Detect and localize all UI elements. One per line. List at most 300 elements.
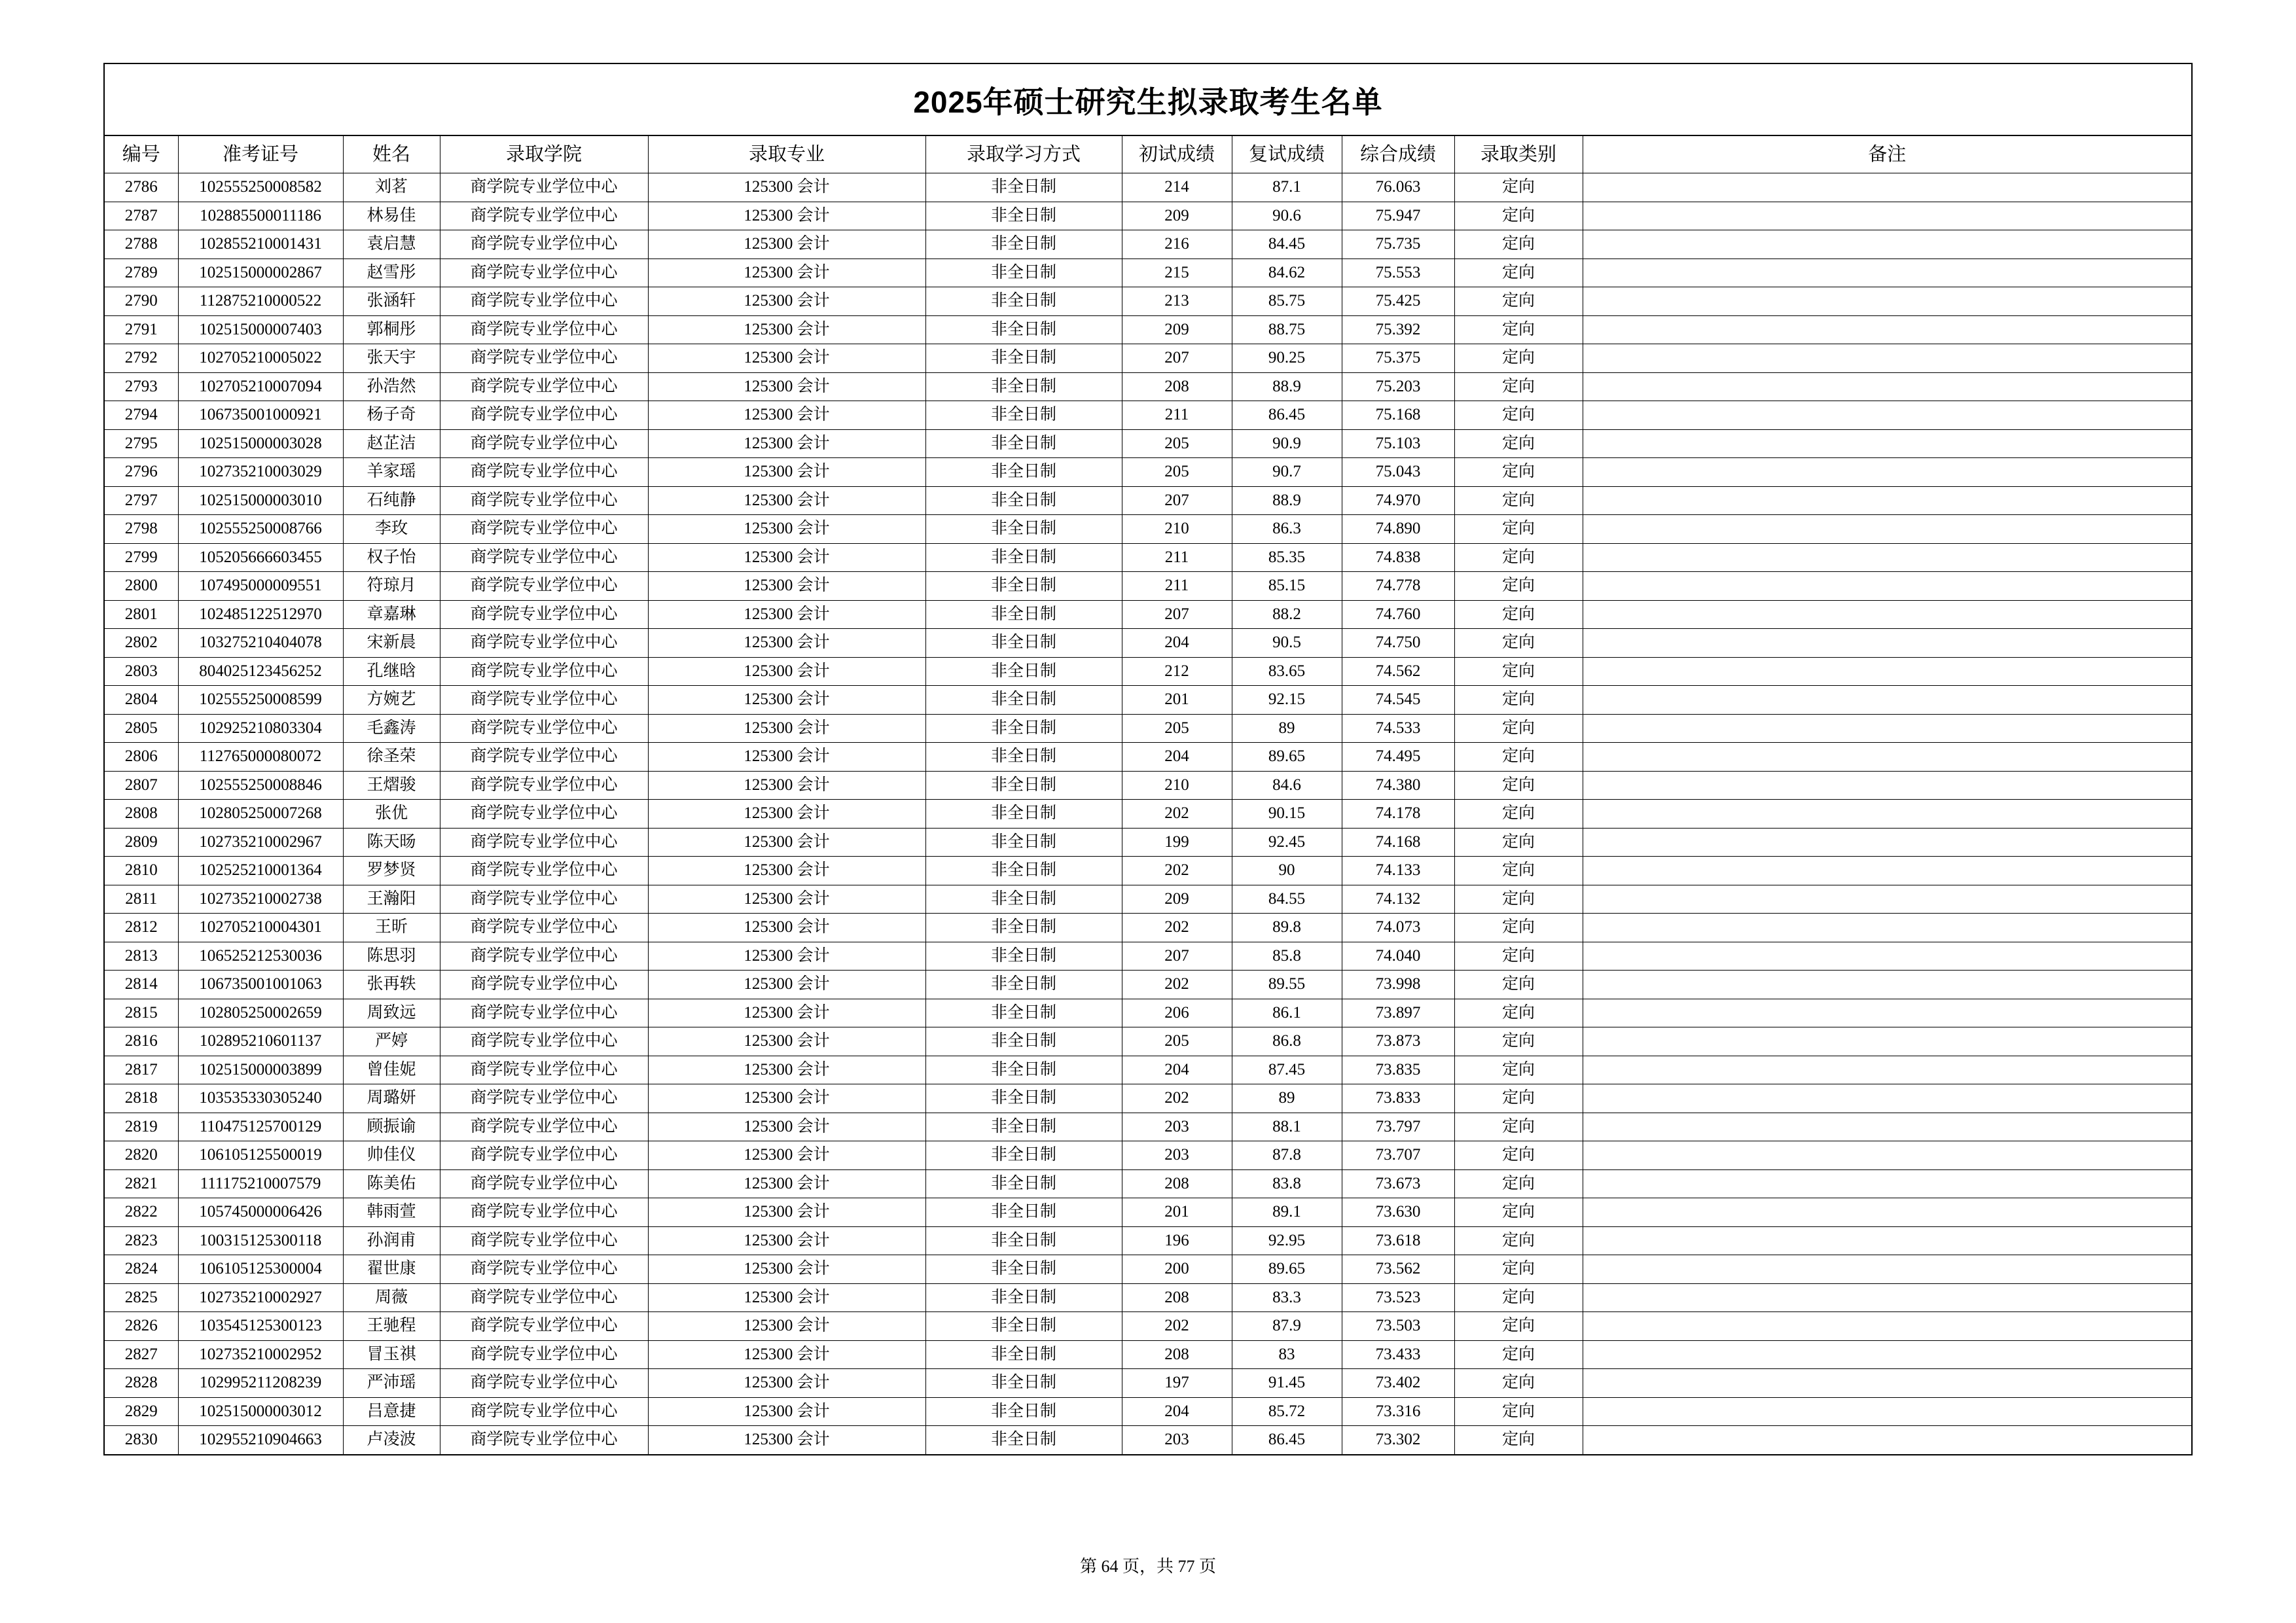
cell-admission-category: 定向 [1454,287,1583,316]
cell-no: 2823 [105,1226,178,1255]
cell-admission-category: 定向 [1454,771,1583,800]
cell-major: 125300 会计 [648,686,925,715]
cell-second-exam-score: 86.45 [1232,401,1342,430]
cell-ticket-number: 102515000003028 [178,429,343,458]
table-header [105,136,2191,173]
cell-first-exam-score: 204 [1122,1056,1232,1084]
cell-ticket-number: 102735210002952 [178,1340,343,1369]
table-row [105,771,2191,800]
cell-study-mode: 非全日制 [925,714,1122,743]
cell-first-exam-score: 205 [1122,1027,1232,1056]
cell-study-mode: 非全日制 [925,999,1122,1027]
cell-ticket-number: 102895210601137 [178,1027,343,1056]
cell-major: 125300 会计 [648,1027,925,1056]
cell-first-exam-score: 209 [1122,315,1232,344]
cell-remark [1583,458,2191,487]
cell-admission-category: 定向 [1454,942,1583,971]
table-row [105,1426,2191,1454]
cell-college: 商学院专业学位中心 [440,828,648,857]
cell-first-exam-score: 207 [1122,942,1232,971]
cell-ticket-number: 102955210904663 [178,1426,343,1454]
table-row [105,515,2191,544]
cell-total-score: 73.833 [1342,1084,1454,1113]
cell-major: 125300 会计 [648,458,925,487]
table-row [105,885,2191,914]
cell-major: 125300 会计 [648,1113,925,1141]
cell-ticket-number: 102995211208239 [178,1369,343,1398]
cell-major: 125300 会计 [648,828,925,857]
cell-ticket-number: 103545125300123 [178,1312,343,1341]
cell-ticket-number: 102515000003899 [178,1056,343,1084]
cell-study-mode: 非全日制 [925,344,1122,373]
cell-remark [1583,1169,2191,1198]
cell-college: 商学院专业学位中心 [440,572,648,601]
table-row [105,971,2191,999]
cell-first-exam-score: 199 [1122,828,1232,857]
cell-name: 严婷 [343,1027,440,1056]
cell-total-score: 74.890 [1342,515,1454,544]
cell-remark [1583,230,2191,259]
cell-no: 2822 [105,1198,178,1227]
cell-admission-category: 定向 [1454,885,1583,914]
table-row [105,800,2191,829]
cell-total-score: 75.735 [1342,230,1454,259]
cell-major: 125300 会计 [648,259,925,287]
cell-college: 商学院专业学位中心 [440,372,648,401]
cell-study-mode: 非全日制 [925,914,1122,942]
cell-first-exam-score: 208 [1122,1283,1232,1312]
cell-first-exam-score: 209 [1122,885,1232,914]
cell-name: 张优 [343,800,440,829]
cell-study-mode: 非全日制 [925,230,1122,259]
cell-ticket-number: 102485122512970 [178,600,343,629]
cell-major: 125300 会计 [648,572,925,601]
cell-no: 2816 [105,1027,178,1056]
cell-study-mode: 非全日制 [925,1255,1122,1284]
cell-name: 王熠骏 [343,771,440,800]
cell-no: 2793 [105,372,178,401]
cell-ticket-number: 102735210002967 [178,828,343,857]
cell-admission-category: 定向 [1454,486,1583,515]
cell-remark [1583,971,2191,999]
cell-first-exam-score: 197 [1122,1369,1232,1398]
column-header-study-mode: 录取学习方式 [925,136,1122,173]
cell-major: 125300 会计 [648,629,925,658]
cell-no: 2828 [105,1369,178,1398]
cell-first-exam-score: 204 [1122,743,1232,772]
cell-no: 2794 [105,401,178,430]
cell-second-exam-score: 89 [1232,714,1342,743]
cell-name: 张再轶 [343,971,440,999]
cell-study-mode: 非全日制 [925,259,1122,287]
cell-admission-category: 定向 [1454,515,1583,544]
cell-study-mode: 非全日制 [925,1426,1122,1454]
cell-name: 毛鑫涛 [343,714,440,743]
admitted-candidates-table [105,136,2191,1454]
cell-ticket-number: 106105125500019 [178,1141,343,1170]
cell-ticket-number: 102555250008846 [178,771,343,800]
cell-name: 赵雪彤 [343,259,440,287]
cell-study-mode: 非全日制 [925,287,1122,316]
table-row [105,486,2191,515]
cell-no: 2798 [105,515,178,544]
cell-no: 2800 [105,572,178,601]
cell-major: 125300 会计 [648,999,925,1027]
cell-remark [1583,857,2191,885]
table-row [105,259,2191,287]
cell-first-exam-score: 202 [1122,971,1232,999]
column-header-major: 录取专业 [648,136,925,173]
table-row [105,1369,2191,1398]
cell-second-exam-score: 90.6 [1232,202,1342,230]
cell-major: 125300 会计 [648,1426,925,1454]
cell-first-exam-score: 203 [1122,1113,1232,1141]
cell-name: 孔继晗 [343,657,440,686]
cell-no: 2829 [105,1397,178,1426]
cell-study-mode: 非全日制 [925,1312,1122,1341]
cell-first-exam-score: 202 [1122,1312,1232,1341]
cell-college: 商学院专业学位中心 [440,1255,648,1284]
cell-study-mode: 非全日制 [925,1340,1122,1369]
cell-total-score: 73.316 [1342,1397,1454,1426]
cell-college: 商学院专业学位中心 [440,942,648,971]
cell-first-exam-score: 208 [1122,1340,1232,1369]
cell-total-score: 74.562 [1342,657,1454,686]
cell-second-exam-score: 86.45 [1232,1426,1342,1454]
cell-ticket-number: 102515000007403 [178,315,343,344]
cell-no: 2813 [105,942,178,971]
cell-name: 张天宇 [343,344,440,373]
cell-total-score: 75.203 [1342,372,1454,401]
cell-admission-category: 定向 [1454,202,1583,230]
cell-no: 2804 [105,686,178,715]
cell-second-exam-score: 89.65 [1232,1255,1342,1284]
cell-name: 徐圣荣 [343,743,440,772]
table-row [105,429,2191,458]
cell-college: 商学院专业学位中心 [440,1027,648,1056]
cell-major: 125300 会计 [648,1169,925,1198]
cell-college: 商学院专业学位中心 [440,1084,648,1113]
cell-ticket-number: 112765000080072 [178,743,343,772]
cell-ticket-number: 102705210005022 [178,344,343,373]
cell-name: 陈美佑 [343,1169,440,1198]
cell-first-exam-score: 207 [1122,344,1232,373]
table-row [105,1312,2191,1341]
cell-no: 2801 [105,600,178,629]
cell-college: 商学院专业学位中心 [440,999,648,1027]
cell-remark [1583,1056,2191,1084]
cell-remark [1583,202,2191,230]
cell-major: 125300 会计 [648,914,925,942]
cell-major: 125300 会计 [648,743,925,772]
cell-second-exam-score: 85.75 [1232,287,1342,316]
cell-major: 125300 会计 [648,543,925,572]
cell-name: 杨子奇 [343,401,440,430]
cell-total-score: 73.673 [1342,1169,1454,1198]
table-row [105,315,2191,344]
cell-second-exam-score: 85.8 [1232,942,1342,971]
cell-ticket-number: 102525210001364 [178,857,343,885]
cell-total-score: 75.043 [1342,458,1454,487]
cell-second-exam-score: 87.45 [1232,1056,1342,1084]
cell-remark [1583,1283,2191,1312]
cell-college: 商学院专业学位中心 [440,1340,648,1369]
cell-study-mode: 非全日制 [925,1226,1122,1255]
cell-second-exam-score: 92.95 [1232,1226,1342,1255]
cell-name: 符琼月 [343,572,440,601]
cell-total-score: 73.630 [1342,1198,1454,1227]
cell-ticket-number: 110475125700129 [178,1113,343,1141]
cell-name: 林易佳 [343,202,440,230]
cell-second-exam-score: 85.35 [1232,543,1342,572]
cell-study-mode: 非全日制 [925,1369,1122,1398]
cell-second-exam-score: 88.9 [1232,372,1342,401]
cell-major: 125300 会计 [648,287,925,316]
cell-study-mode: 非全日制 [925,1141,1122,1170]
cell-admission-category: 定向 [1454,857,1583,885]
cell-admission-category: 定向 [1454,1340,1583,1369]
table-row [105,828,2191,857]
cell-college: 商学院专业学位中心 [440,173,648,202]
cell-study-mode: 非全日制 [925,1113,1122,1141]
table-row [105,714,2191,743]
table-row [105,1027,2191,1056]
cell-ticket-number: 106735001000921 [178,401,343,430]
cell-admission-category: 定向 [1454,800,1583,829]
cell-total-score: 74.760 [1342,600,1454,629]
cell-first-exam-score: 203 [1122,1426,1232,1454]
cell-college: 商学院专业学位中心 [440,914,648,942]
cell-remark [1583,315,2191,344]
cell-second-exam-score: 83.3 [1232,1283,1342,1312]
cell-admission-category: 定向 [1454,657,1583,686]
column-header-first-exam-score: 初试成绩 [1122,136,1232,173]
table-row [105,173,2191,202]
cell-total-score: 73.797 [1342,1113,1454,1141]
table-row [105,1226,2191,1255]
cell-total-score: 74.545 [1342,686,1454,715]
cell-no: 2795 [105,429,178,458]
cell-total-score: 74.380 [1342,771,1454,800]
cell-study-mode: 非全日制 [925,771,1122,800]
cell-total-score: 73.433 [1342,1340,1454,1369]
table-row [105,572,2191,601]
table-row [105,743,2191,772]
cell-first-exam-score: 205 [1122,458,1232,487]
cell-name: 权子怡 [343,543,440,572]
cell-admission-category: 定向 [1454,458,1583,487]
cell-remark [1583,800,2191,829]
cell-ticket-number: 102925210803304 [178,714,343,743]
cell-major: 125300 会计 [648,1226,925,1255]
cell-remark [1583,686,2191,715]
cell-ticket-number: 102805250002659 [178,999,343,1027]
cell-no: 2817 [105,1056,178,1084]
cell-remark [1583,942,2191,971]
table-row [105,1397,2191,1426]
cell-ticket-number: 107495000009551 [178,572,343,601]
cell-total-score: 75.375 [1342,344,1454,373]
table-body [105,173,2191,1454]
table-row [105,344,2191,373]
cell-remark [1583,828,2191,857]
cell-no: 2788 [105,230,178,259]
cell-no: 2814 [105,971,178,999]
cell-first-exam-score: 205 [1122,429,1232,458]
cell-no: 2796 [105,458,178,487]
cell-college: 商学院专业学位中心 [440,1056,648,1084]
cell-no: 2830 [105,1426,178,1454]
cell-college: 商学院专业学位中心 [440,600,648,629]
cell-second-exam-score: 89.8 [1232,914,1342,942]
cell-remark [1583,743,2191,772]
cell-study-mode: 非全日制 [925,1027,1122,1056]
cell-second-exam-score: 92.15 [1232,686,1342,715]
cell-first-exam-score: 209 [1122,202,1232,230]
cell-ticket-number: 102555250008582 [178,173,343,202]
cell-name: 羊家瑶 [343,458,440,487]
cell-admission-category: 定向 [1454,714,1583,743]
cell-total-score: 73.998 [1342,971,1454,999]
cell-admission-category: 定向 [1454,572,1583,601]
cell-college: 商学院专业学位中心 [440,344,648,373]
cell-major: 125300 会计 [648,315,925,344]
column-header-ticket-number: 准考证号 [178,136,343,173]
cell-ticket-number: 112875210000522 [178,287,343,316]
cell-college: 商学院专业学位中心 [440,401,648,430]
cell-college: 商学院专业学位中心 [440,429,648,458]
cell-study-mode: 非全日制 [925,743,1122,772]
cell-remark [1583,1113,2191,1141]
cell-college: 商学院专业学位中心 [440,543,648,572]
cell-total-score: 73.873 [1342,1027,1454,1056]
cell-name: 周薇 [343,1283,440,1312]
cell-second-exam-score: 86.3 [1232,515,1342,544]
table-row [105,543,2191,572]
cell-admission-category: 定向 [1454,1312,1583,1341]
table-row [105,942,2191,971]
cell-major: 125300 会计 [648,1198,925,1227]
cell-first-exam-score: 210 [1122,771,1232,800]
cell-total-score: 74.750 [1342,629,1454,658]
column-header-no: 编号 [105,136,178,173]
cell-name: 张涵轩 [343,287,440,316]
cell-admission-category: 定向 [1454,1255,1583,1284]
cell-admission-category: 定向 [1454,914,1583,942]
cell-admission-category: 定向 [1454,1369,1583,1398]
cell-remark [1583,1255,2191,1284]
cell-second-exam-score: 84.6 [1232,771,1342,800]
cell-first-exam-score: 208 [1122,372,1232,401]
cell-second-exam-score: 85.15 [1232,572,1342,601]
cell-first-exam-score: 211 [1122,572,1232,601]
table-row [105,230,2191,259]
cell-second-exam-score: 84.45 [1232,230,1342,259]
cell-ticket-number: 102515000003012 [178,1397,343,1426]
cell-name: 曾佳妮 [343,1056,440,1084]
cell-remark [1583,1397,2191,1426]
cell-college: 商学院专业学位中心 [440,1397,648,1426]
cell-first-exam-score: 211 [1122,543,1232,572]
cell-college: 商学院专业学位中心 [440,1283,648,1312]
cell-first-exam-score: 216 [1122,230,1232,259]
cell-second-exam-score: 83.8 [1232,1169,1342,1198]
cell-total-score: 73.897 [1342,999,1454,1027]
cell-second-exam-score: 90 [1232,857,1342,885]
cell-admission-category: 定向 [1454,429,1583,458]
table-row [105,657,2191,686]
cell-ticket-number: 102555250008766 [178,515,343,544]
cell-remark [1583,914,2191,942]
cell-admission-category: 定向 [1454,1113,1583,1141]
table-row [105,1056,2191,1084]
cell-study-mode: 非全日制 [925,1056,1122,1084]
cell-total-score: 74.168 [1342,828,1454,857]
cell-ticket-number: 102555250008599 [178,686,343,715]
cell-admission-category: 定向 [1454,999,1583,1027]
cell-ticket-number: 106105125300004 [178,1255,343,1284]
cell-second-exam-score: 89.1 [1232,1198,1342,1227]
table-row [105,686,2191,715]
cell-total-score: 74.132 [1342,885,1454,914]
cell-name: 吕意捷 [343,1397,440,1426]
cell-admission-category: 定向 [1454,543,1583,572]
cell-remark [1583,999,2191,1027]
cell-admission-category: 定向 [1454,230,1583,259]
cell-college: 商学院专业学位中心 [440,1426,648,1454]
cell-admission-category: 定向 [1454,173,1583,202]
table-row [105,1283,2191,1312]
page-footer: 第 64 页，共 77 页 [1079,1557,1216,1576]
cell-second-exam-score: 90.7 [1232,458,1342,487]
cell-remark [1583,372,2191,401]
cell-no: 2818 [105,1084,178,1113]
cell-no: 2826 [105,1312,178,1341]
cell-first-exam-score: 210 [1122,515,1232,544]
table-row [105,1084,2191,1113]
column-header-remark: 备注 [1583,136,2191,173]
table-row [105,1113,2191,1141]
cell-college: 商学院专业学位中心 [440,1369,648,1398]
cell-no: 2806 [105,743,178,772]
cell-admission-category: 定向 [1454,259,1583,287]
cell-admission-category: 定向 [1454,686,1583,715]
cell-admission-category: 定向 [1454,1169,1583,1198]
cell-study-mode: 非全日制 [925,429,1122,458]
cell-first-exam-score: 208 [1122,1169,1232,1198]
cell-name: 袁启慧 [343,230,440,259]
cell-no: 2820 [105,1141,178,1170]
cell-college: 商学院专业学位中心 [440,1226,648,1255]
table-row [105,600,2191,629]
cell-admission-category: 定向 [1454,315,1583,344]
cell-second-exam-score: 86.1 [1232,999,1342,1027]
cell-first-exam-score: 206 [1122,999,1232,1027]
cell-ticket-number: 102735210002738 [178,885,343,914]
cell-ticket-number: 105205666603455 [178,543,343,572]
cell-major: 125300 会计 [648,771,925,800]
table-row [105,458,2191,487]
cell-remark [1583,486,2191,515]
cell-remark [1583,287,2191,316]
cell-first-exam-score: 215 [1122,259,1232,287]
cell-remark [1583,885,2191,914]
cell-study-mode: 非全日制 [925,657,1122,686]
column-header-name: 姓名 [343,136,440,173]
cell-ticket-number: 102885500011186 [178,202,343,230]
table-row [105,287,2191,316]
cell-total-score: 75.425 [1342,287,1454,316]
